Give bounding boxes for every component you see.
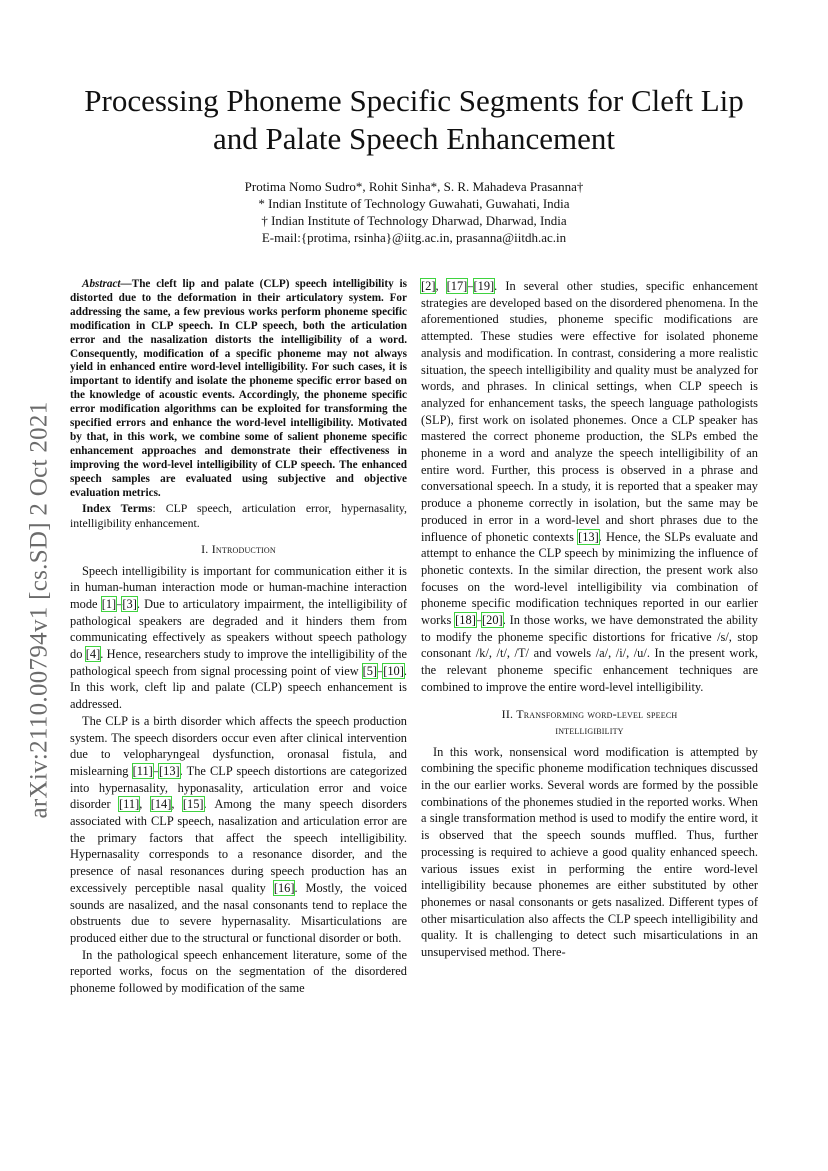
citation-link[interactable]: [11] [132,763,153,778]
right-column [421,278,758,961]
index-terms-text: : CLP speech, articulation error, hypernasality, intelligibility enhancement. [70,500,408,530]
author-email: E-mail:{protima, rsinha}@iitg.ac.in, prasanna@iitdh.ac.in [261,230,567,245]
citation-link[interactable]: [5] [362,663,378,678]
citation-link[interactable]: [18] [455,613,476,628]
citation-link[interactable]: [15] [182,797,204,812]
paragraph: Speech intelligibility is important for communication either it is in human-human interaction mode or human-machine interaction mode [1]–[3]. Due to articulatory impairment, the intelligibility of pathological speakers are degraded and it hinders them from communicating effectively as speakers without speech pathology do [4]. Hence, researchers study to improve the intelligibility of the pathological speech from signal processing point of view [5]–[10]. In this work, cleft lip and palate (CLP) speech enhancement is addressed. [70,563,407,712]
left-column [70,278,407,997]
arxiv-id[interactable]: arXiv:2110.00794v1 [cs.SD] 2 Oct 2021 [26,401,54,819]
citation-link[interactable]: [1] [101,596,117,611]
affiliation-1: * Indian Institute of Technology Guwahati, Guwahati, India [258,196,570,211]
citation-link[interactable]: [14] [150,797,172,812]
citation-link[interactable]: [11] [119,797,140,812]
paragraph-continued: [2], [17]–[19]. In several other studies, specific enhancement strategies are developed based on the disordered phenomena. In the aforementioned studies, phoneme specific modifications are attempted. These studies were effective for isolated phoneme analysis and modification. In contrast, considering a more realistic situation, the speech intelligibility and quality must be analyzed for words, and phrases. In clinical settings, when CLP speech is analyzed for enhancement tasks, the speech language pathologists (SLP), first work on isolated phonemes. Once a CLP speaker has mastered the correct phoneme production, the SLPs embed the phoneme in a word and analyze the speech intelligibility of an entire word. Further, this process is observed in a phrase and conversational speech. In a study, it is reported that a speaker may produce a phoneme correctly in isolation, but the same may be produced in error in a word-level and short phrases due to the influence of phonetic contexts [13]. Hence, the SLPs evaluate and attempt to enhance the CLP speech by minimizing the influence of phonetic contexts. In the similar direction, the present work also focuses on the word-level intelligibility via combination of phoneme specific modification techniques reported in our earlier works [18]–[20]. In those works, we have demonstrated the ability to modify the phoneme specific distortions for fricative /s/, stop consonant /k/, /t/, /T/ and vowels /a/, /i/, /u/. In the present work, the relevant phoneme specific enhancement techniques are combined to improve the entire word-level intelligibility. [421,279,759,694]
abstract [70,278,407,501]
arxiv-stamp [10,370,70,850]
citation-link[interactable]: [3] [122,596,137,611]
paragraph: The CLP is a birth disorder which affects the speech production system. The speech disorders occur even after clinical intervention due to velopharyngeal dysfunction, oronasal fistula, and mislearning [11]–[13]. The CLP speech distortions are categorized into hypernasality, hyponasality, articulation error and voice disorder [11], [14], [15]. Among the many speech disorders associated with CLP speech, nasalization and articulation error are the primary factors that affect the speech intelligibility. Hypernasality corresponds to a resonance disorder, and the presence of nasal resonances during speech production has an excessively perceptible nasal quality [16]. Mostly, the voiced sounds are nasalized, and the nasal consonants tend to replace the obstruents due to severe hypernasality. Misarticulations are produced either due to the structural or functional disorder or both. [70,713,407,945]
citation-link[interactable]: [13] [578,529,599,544]
paper-title: Processing Phoneme Specific Segments for Cleft Lip and Palate Speech Enhancement [84,83,744,156]
citation-link[interactable]: [20] [482,613,503,628]
abstract-text: The cleft lip and palate (CLP) speech intelligibility is distorted due to the deformation in their articulatory system. For addressing the same, a few previous works perform phoneme specific modification in CLP speech. In CLP speech, both the articulation error and the nasalization distorts the intelligibility of a word. Consequently, modification of a specific phoneme may not always yield in enhanced entire word-level intelligibility. For such cases, it is important to identify and isolate the phoneme specific error based on the knowledge of acoustic events. Accordingly, the phoneme specific error modification algorithms can be exploited for transforming the specified errors and enhance the word-level intelligibility. Motivated by that, in this work, we combine some of salient phoneme specific enhancement approaches and demonstrate their effectiveness in improving the word-level intelligibility of CLP speech. The enhanced speech samples are evaluated using subjective and objective evaluation metrics. [70,278,407,499]
abstract-label: Abstract— [82,278,132,290]
index-terms-label: Index Terms [82,500,153,515]
section-heading-transforming: II. Transforming word-level speech intelligibility [501,706,678,737]
citation-link[interactable]: [17] [446,279,468,293]
citation-link[interactable]: [4] [85,647,101,662]
citation-link[interactable]: [19] [473,279,495,293]
affiliation-2: † Indian Institute of Technology Dharwad, Dharwad, India [261,213,567,228]
author-block [100,178,728,246]
index-terms [70,501,407,531]
citation-link[interactable]: [13] [159,763,180,778]
citation-link[interactable]: [16] [273,880,295,895]
author-names: Protima Nomo Sudro*, Rohit Sinha*, S. R. Mahadeva Prasanna† [244,179,584,194]
paragraph: In this work, nonsensical word modification is attempted by combining the specific phoneme modification techniques discussed in the our earlier works. Several words are formed by the possible combinations of the phonemes studied in the reported works. When a single transformation method is used to modify the entire word, it is observed that the speech sounds muffled. Thus, further processing is required to achieve a good quality enhanced speech. various issues exist in performing the entire word-level intelligibility because phonemes are either substituted by other phonemes or nasal consonants or gets nasalized. Different types of other misarticulation also affects the CLP speech intelligibility and quality. It is challenging to detect such misarticulations in an unsupervised method. There- [421,744,758,960]
section-heading-introduction: I. Introduction [201,541,276,556]
paragraph-continued-start: In the pathological speech enhancement literature, some of the reported works, focus on the segmentation of the disordered phoneme followed by modification of the same [70,947,407,996]
citation-link[interactable]: [10] [383,663,404,678]
citation-link[interactable]: [2] [421,279,436,293]
